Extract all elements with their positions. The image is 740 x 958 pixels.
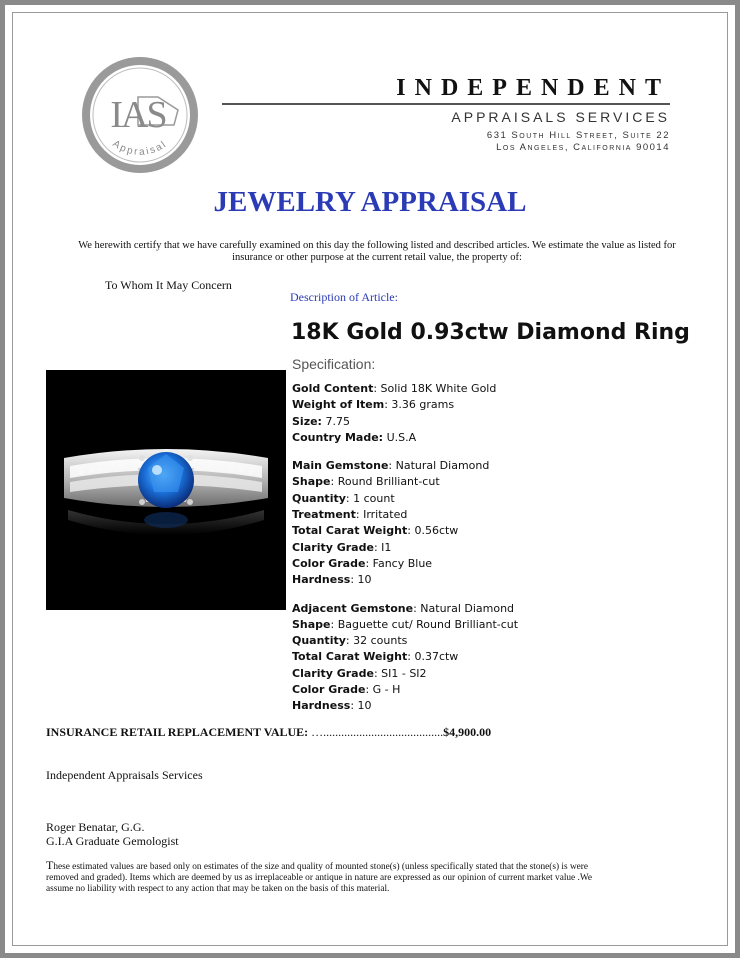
valuation-amount: $4,900.00	[443, 725, 492, 739]
spec-line: Hardness: 10	[292, 573, 372, 587]
spec-line: Weight of Item: 3.36 grams	[292, 398, 455, 412]
spec-line: Clarity Grade: SI1 - SI2	[292, 666, 427, 680]
spec-line: Gold Content: Solid 18K White Gold	[292, 382, 497, 395]
spec-line: Total Carat Weight: 0.56ctw	[292, 524, 459, 538]
spec-line: Main Gemstone: Natural Diamond	[292, 459, 490, 473]
disclaimer-text: hese estimated values are based only on estimates of the size and quality of mounted stone(s) (unless specifically stated that the stone(s) is were removed and graded). Items which are deemed by us as irreplaceable or antique in nature are expressed as our opinion of current market value .We assume no liability with respect to any action that may be taken on the basis of this material.	[46, 862, 592, 894]
disclaimer-first-letter: T	[46, 858, 54, 872]
spec-line: Color Grade: Fancy Blue	[292, 556, 433, 570]
valuation-dots: …........................................	[311, 725, 444, 739]
ring-photo	[46, 370, 286, 610]
company-name: INDEPENDENT	[396, 75, 670, 101]
spec-line: Quantity: 32 counts	[292, 634, 408, 648]
spec-line: Hardness: 10	[292, 699, 372, 713]
header-divider	[222, 103, 670, 105]
spec-line: Shape: Baguette cut/ Round Brilliant-cut	[292, 617, 519, 631]
company-address	[300, 130, 670, 154]
spec-line: Country Made: U.S.A	[292, 430, 417, 444]
spec-group-main-gemstone	[292, 458, 712, 588]
logo-letters: IAS	[110, 94, 166, 136]
company-subtitle: APPRAISALS SERVICES	[451, 109, 670, 125]
spec-line: Size: 7.75	[292, 414, 350, 428]
appraiser-credential: G.I.A Graduate Gemologist	[46, 834, 179, 848]
description-label: Description of Article:	[290, 290, 398, 304]
spec-line: Color Grade: G - H	[292, 683, 401, 697]
valuation-label: INSURANCE RETAIL REPLACEMENT VALUE:	[46, 725, 309, 739]
spec-group-adjacent-gemstone	[292, 601, 712, 715]
address-line-1: 631 South Hill Street, Suite 22	[486, 130, 670, 141]
address-line-2: Los Angeles, California 90014	[496, 142, 670, 153]
disclaimer	[46, 860, 606, 895]
valuation-line	[46, 725, 491, 740]
recipient: To Whom It May Concern	[105, 278, 232, 292]
ias-logo	[80, 55, 200, 175]
document-title: JEWELRY APPRAISAL	[213, 186, 527, 218]
spec-line: Shape: Round Brilliant-cut	[292, 475, 440, 489]
spec-line: Treatment: Irritated	[292, 508, 408, 522]
item-title: 18K Gold 0.93ctw Diamond Ring	[291, 320, 690, 345]
specifications	[292, 381, 712, 727]
spec-line: Total Carat Weight: 0.37ctw	[292, 650, 459, 664]
signature-block	[46, 820, 179, 848]
spec-line: Clarity Grade: I1	[292, 540, 392, 554]
spec-group-gold	[292, 381, 712, 446]
spec-line: Adjacent Gemstone: Natural Diamond	[292, 601, 515, 615]
logo-ring-text: Appraisal	[110, 138, 170, 158]
specification-label: Specification:	[292, 356, 376, 372]
appraiser-name: Roger Benatar, G.G.	[46, 820, 145, 834]
signature-company: Independent Appraisals Services	[46, 768, 203, 782]
certification-intro: We herewith certify that we have carefully examined on this day the following listed and described articles. We estimate the value as listed for insurance or other purpose at the current retail value, the property of:	[78, 240, 676, 263]
spec-line: Quantity: 1 count	[292, 491, 395, 505]
